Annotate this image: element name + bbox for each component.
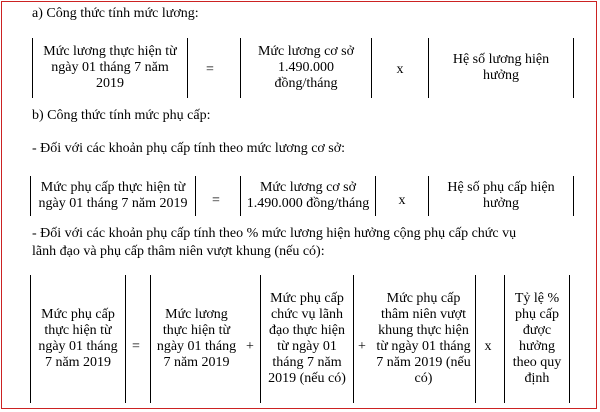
section-b-heading: b) Công thức tính mức phụ cấp:: [32, 108, 211, 123]
formula-b1-term1-line2: ngày 01 tháng 7 năm 2019: [38, 196, 188, 211]
formula-b2-leadership-allowance: Mức phụ cấp chức vụ lãnh đạo thực hiện từ ngày 01 tháng 7 năm 2019 (nếu có): [260, 275, 354, 403]
formula-b1-term2-line2: 1.490.000 đồng/tháng: [246, 196, 370, 211]
formula-a-salary-from-july-2019: Mức lương thực hiện từ ngày 01 tháng 7 năm 2019: [32, 38, 188, 98]
section-b-subheading-base: - Đối với các khoản phụ cấp tính theo mức lương cơ sở:: [32, 141, 346, 156]
formula-b2-seniority-allowance: Mức phụ cấp thâm niên vượt khung thực hiện từ ngày 01 tháng 7 năm 2019 (nếu có): [372, 275, 476, 403]
formula-b2-allowance-rate: Tỷ lệ % phụ cấp được hưởng theo quy định: [504, 275, 570, 403]
formula-b1-multiply: x: [398, 193, 406, 208]
formula-b2-equals: =: [132, 339, 140, 354]
section-b-subheading-percent-line1: - Đối với các khoản phụ cấp tính theo % mức lương hiện hưởng cộng phụ cấp chức vụ: [32, 226, 517, 241]
formula-b1-allowance-from-july-2019: [30, 176, 196, 216]
formula-a-salary-coefficient: Hệ số lương hiện hưởng: [428, 38, 574, 98]
formula-b1-term2-line1: Mức lương cơ sở: [259, 180, 357, 195]
formula-b2-plus-2: +: [358, 339, 366, 354]
formula-b1-allowance-coefficient: Hệ số phụ cấp hiện hưởng: [428, 176, 574, 216]
formula-b2-allowance-from-july-2019: Mức phụ cấp thực hiện từ ngày 01 tháng 7 năm 2019: [30, 275, 126, 403]
formula-b2-multiply: x: [484, 339, 492, 354]
formula-b2-salary-from-july-2019: Mức lương thực hiện từ ngày 01 tháng 7 năm 2019: [150, 275, 242, 403]
formula-a-equals: =: [206, 62, 214, 77]
section-b-subheading-percent-line2: lãnh đạo và phụ cấp thâm niên vượt khung (nếu có):: [32, 244, 325, 259]
formula-b2-plus-1: +: [246, 339, 254, 354]
formula-b1-base-salary: [240, 176, 376, 216]
formula-b1-term1-line1: Mức phụ cấp thực hiện từ: [40, 180, 186, 195]
formula-a-multiply: x: [396, 62, 404, 77]
formula-a-base-salary: Mức lương cơ sở 1.490.000 đồng/tháng: [240, 38, 372, 98]
section-a-heading: a) Công thức tính mức lương:: [32, 6, 199, 21]
formula-b1-equals: =: [212, 193, 220, 208]
